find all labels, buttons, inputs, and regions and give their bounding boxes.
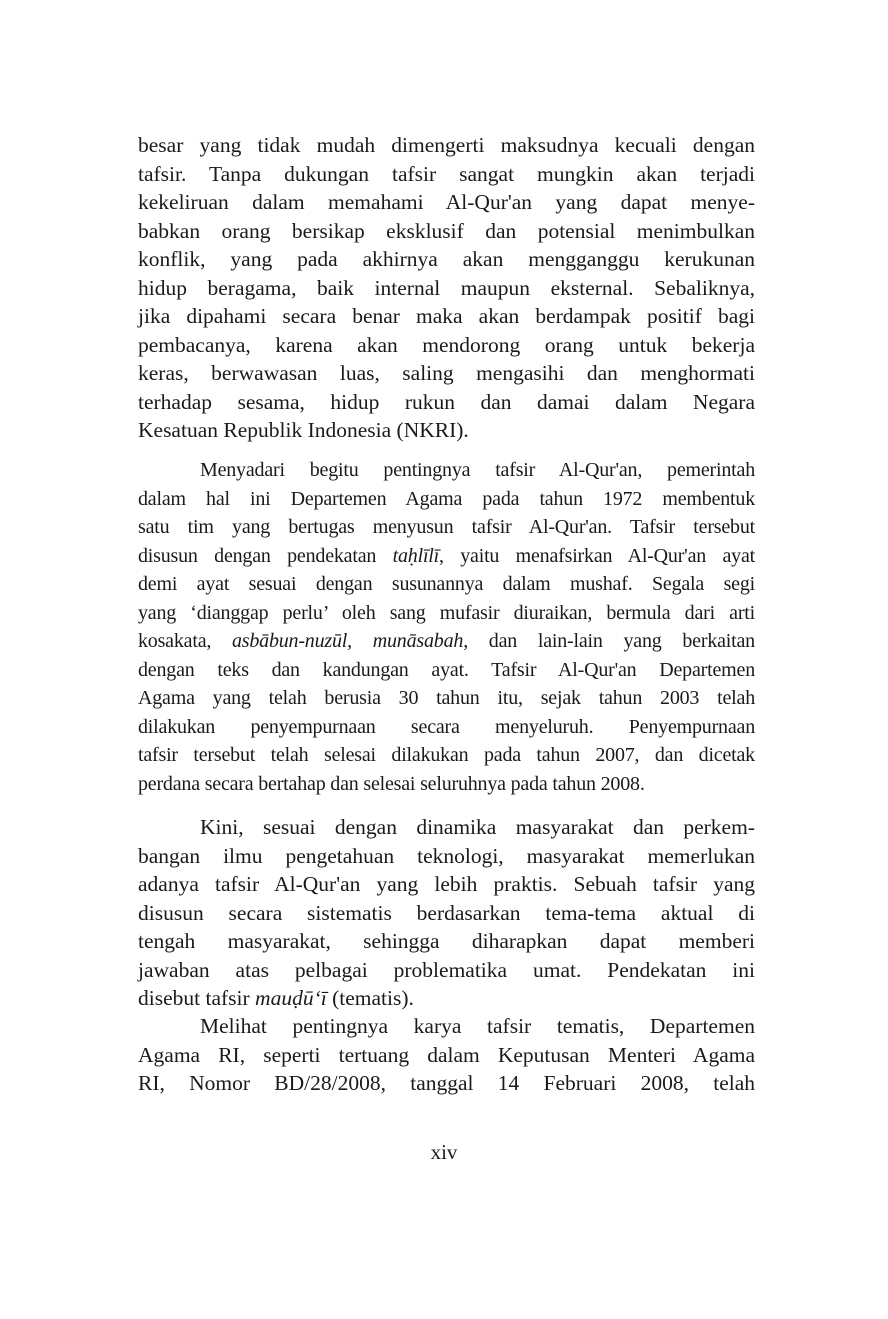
text-line [138,770,755,799]
text-segment: Menyadari begitu pentingnya tafsir Al-Qur'an, pemerintah [200,459,755,481]
italic-term: taḥlīlī [392,544,440,567]
text-segment: pembacanya, karena akan mendorong orang untuk bekerja [138,332,755,357]
text-segment: disebut tafsir [138,986,256,1010]
text-segment: terhadap sesama, hidup rukun dan damai dalam Negara [138,389,755,414]
text-line [138,1069,755,1098]
text-line [138,813,755,842]
text-line [138,842,755,871]
text-segment: Melihat pentingnya karya tafsir tematis, Departemen [200,1014,755,1038]
paragraph-2 [138,456,755,798]
text-segment: kekeliruan dalam memahami Al-Qur'an yang dapat menye- [138,190,755,214]
text-line [138,302,755,331]
text-line [138,245,755,274]
text-segment: jawaban atas pelbagai problematika umat. Pendekatan ini [138,957,755,982]
text-line [138,542,755,571]
text-segment: besar yang tidak mudah dimengerti maksudnya kecuali dengan [138,133,755,157]
text-line [138,331,755,360]
text-segment: , [347,630,373,652]
text-line [138,684,755,713]
text-segment: yang ‘dianggap perlu’ oleh sang mufasir diuraikan, bermula dari arti [138,601,755,624]
text-segment: dalam hal ini Departemen Agama pada tahun 1972 membentuk [138,487,755,510]
text-segment: konflik, yang pada akhirnya akan mengganggu kerukunan [138,247,755,271]
text-segment: Agama yang telah berusia 30 tahun itu, sejak tahun 2003 telah [138,687,755,709]
text-segment: disusun dengan pendekatan [138,544,393,567]
text-line [138,160,755,189]
text-line [138,627,755,656]
text-line [138,927,755,956]
text-line [138,899,755,928]
text-line [138,741,755,770]
text-segment: adanya tafsir Al-Qur'an yang lebih praktis. Sebuah tafsir yang [138,872,755,896]
text-line [138,984,755,1013]
text-line [138,656,755,685]
text-segment: kosakata, [138,630,232,652]
text-line [138,274,755,303]
text-line [138,713,755,742]
italic-term: munāsabah [372,630,464,652]
text-segment: hidup beragama, baik internal maupun eksternal. Sebaliknya, [138,275,755,300]
text-segment: babkan orang bersikap eksklusif dan potensial menimbulkan [138,218,755,243]
italic-term: asbābun-nuzūl [231,630,348,652]
text-segment: , yaitu menafsirkan Al-Qur'an ayat [439,544,755,567]
text-line [138,217,755,246]
page-number: xiv [430,1140,458,1164]
text-segment: bangan ilmu pengetahuan teknologi, masyarakat memerlukan [138,843,755,868]
text-segment: tafsir tersebut telah selesai dilakukan pada tahun 2007, dan dicetak [138,744,755,766]
paragraph-4 [138,1012,755,1098]
text-line [138,956,755,985]
text-segment: disusun secara sistematis berdasarkan tema-tema aktual di [138,900,755,925]
text-line [138,388,755,417]
text-segment: Agama RI, seperti tertuang dalam Keputusan Menteri Agama [138,1042,755,1067]
text-segment: jika dipahami secara benar maka akan berdampak positif bagi [138,304,755,328]
text-line [138,456,755,485]
text-segment: (tematis). [326,986,414,1010]
text-line [138,1041,755,1070]
text-segment: Kesatuan Republik Indonesia (NKRI). [138,418,469,442]
text-segment: keras, berwawasan luas, saling mengasihi dan menghormati [138,361,755,385]
italic-term: mauḍū‘ī [255,986,327,1010]
text-segment: dengan teks dan kandungan ayat. Tafsir Al-Qur'an Departemen [138,658,755,681]
text-segment: RI, Nomor BD/28/2008, tanggal 14 Februari 2008, telah [138,1071,755,1095]
text-segment: dilakukan penyempurnaan secara menyeluruh. Penyempurnaan [138,715,755,738]
paragraph-3 [138,813,755,1013]
text-line [138,599,755,628]
text-line [138,131,755,160]
paragraph-1 [138,131,755,445]
text-line [138,1012,755,1041]
text-segment: tengah masyarakat, sehingga diharapkan dapat memberi [138,929,755,953]
text-line [138,485,755,514]
text-segment: perdana secara bertahap dan selesai seluruhnya pada tahun 2008. [138,772,645,795]
text-line [138,416,755,445]
text-line [138,359,755,388]
text-line [138,570,755,599]
text-line [138,513,755,542]
text-line [138,188,755,217]
text-line [138,870,755,899]
text-segment: Kini, sesuai dengan dinamika masyarakat dan perkem- [200,815,755,839]
text-segment: satu tim yang bertugas menyusun tafsir Al-Qur'an. Tafsir tersebut [138,516,755,538]
text-segment: , dan lain-lain yang berkaitan [463,630,755,652]
text-segment: demi ayat sesuai dengan susunannya dalam mushaf. Segala segi [138,573,755,595]
text-segment: tafsir. Tanpa dukungan tafsir sangat mungkin akan terjadi [138,161,755,186]
